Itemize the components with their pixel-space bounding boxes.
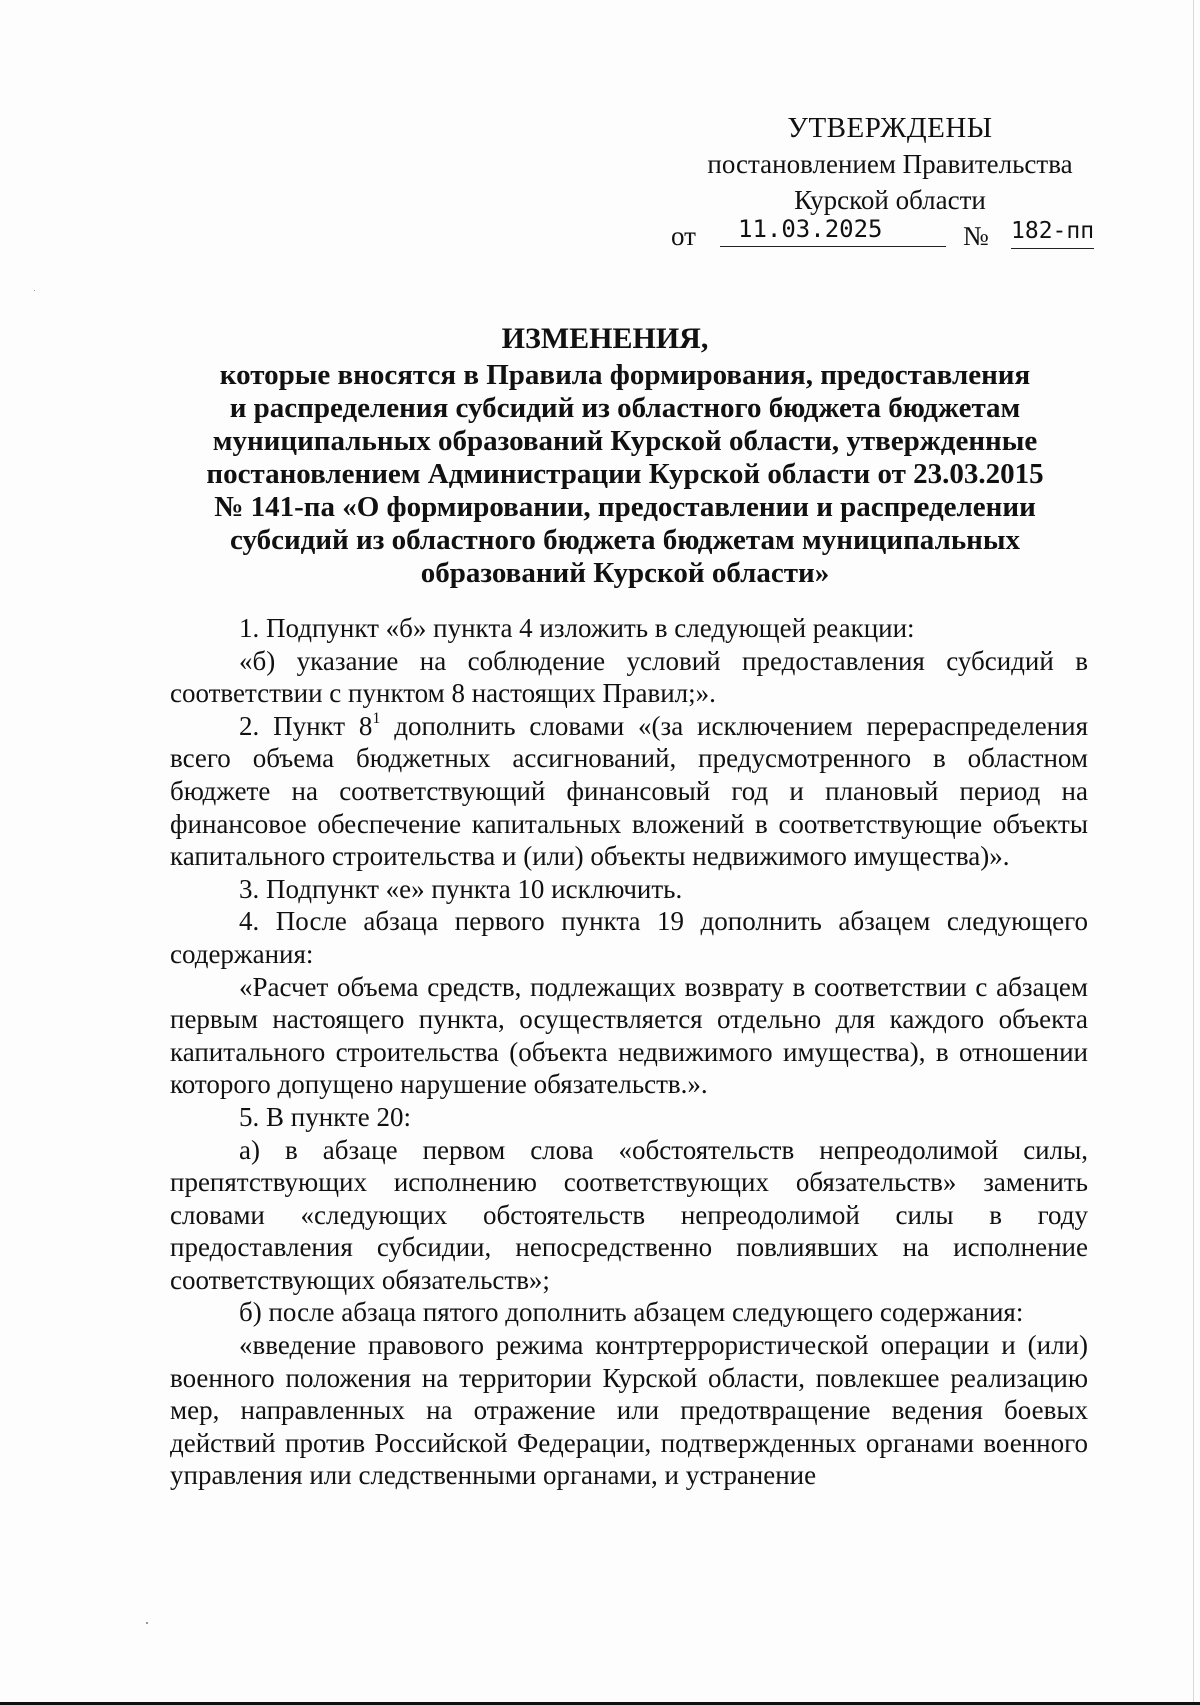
approval-line-2: Курской области: [794, 185, 986, 215]
paragraph-9: б) после абзаца пятого дополнить абзацем следующего содержания:: [239, 1297, 1024, 1328]
paragraph-8: а) в абзаце первом слова «обстоятельств непреодолимой силы, препятствующих исполнению соответствующих обязательств» заменить словами «следующих обстоятельств непреодолимой силы в году предоставления субсидии, непосредственно повлиявших на исполнение соответствующих обязательств»;: [170, 1134, 1088, 1295]
approval-number: 182-пп: [1011, 214, 1094, 249]
approval-line-1: постановлением Правительства: [707, 149, 1073, 179]
approval-title: УТВЕРЖДЕНЫ: [787, 112, 993, 144]
paragraph-3: [170, 710, 1088, 873]
approval-number-sign: №: [963, 221, 989, 251]
approval-date-row: [671, 215, 1100, 254]
paragraph-7: 5. В пункте 20:: [239, 1101, 411, 1132]
document-body: [170, 612, 1088, 1492]
paragraph-4: 3. Подпункт «е» пункта 10 исключить.: [239, 873, 683, 904]
paragraph-3-rest: дополнить словами «(за исключением перераспределения всего объема бюджетных ассигнований, предусмотренного в областном бюджете на соответствующий финансовый год и плановый период на финансовое обеспечение капитальных вложений в соответствующие объекты капитального строительства и (или) объекты недвижимого имущества)».: [170, 710, 1088, 872]
paragraph-2: «б) указание на соблюдение условий предоставления субсидий в соответствии с пунктом 8 настоящих Правил;».: [170, 645, 1088, 709]
approval-date: 11.03.2025: [720, 212, 946, 247]
paragraph-6: «Расчет объема средств, подлежащих возврату в соответствии с абзацем первым настоящего пункта, осуществляется отдельно для каждого объекта капитального строительства (объекта недвижимого имущества), в отношении которого допущено нарушение обязательств.».: [170, 971, 1088, 1100]
approval-ot-label: от: [671, 221, 696, 251]
paragraph-1: 1. Подпункт «б» пункта 4 изложить в следующей реакции:: [239, 613, 915, 643]
approval-block: [671, 110, 1100, 254]
paragraph-3-superscript: 1: [372, 709, 381, 727]
paragraph-5: 4. После абзаца первого пункта 19 дополнить абзацем следующего содержания:: [170, 906, 1088, 969]
scan-edge-right: [1193, 0, 1194, 1705]
document-title: [150, 322, 1100, 590]
scan-speck: [34, 290, 35, 291]
title-subtitle: которые вносятся в Правила формирования, предоставления и распределения субсидий из областного бюджета бюджетам муниципальных образований Курской области, утвержденные постановлением Администрации Курской области от 23.03.2015 № 141-па «О формировании, предоставлении и распределении субсидий из областного бюджета бюджетам муниципальных образований Курской области»: [206, 359, 1044, 589]
paragraph-3-start: 2. Пункт 8: [239, 710, 373, 741]
title-main: ИЗМЕНЕНИЯ,: [501, 322, 709, 355]
scan-speck: [146, 1622, 148, 1624]
paragraph-10: «введение правового режима контртеррористической операции и (или) военного положения на территории Курской области, повлекшее реализацию мер, направленных на отражение или предотвращение ведения боевых действий против Российской Федерации, подтвержденных органами военного управления или следственными органами, и устранение: [170, 1330, 1088, 1491]
